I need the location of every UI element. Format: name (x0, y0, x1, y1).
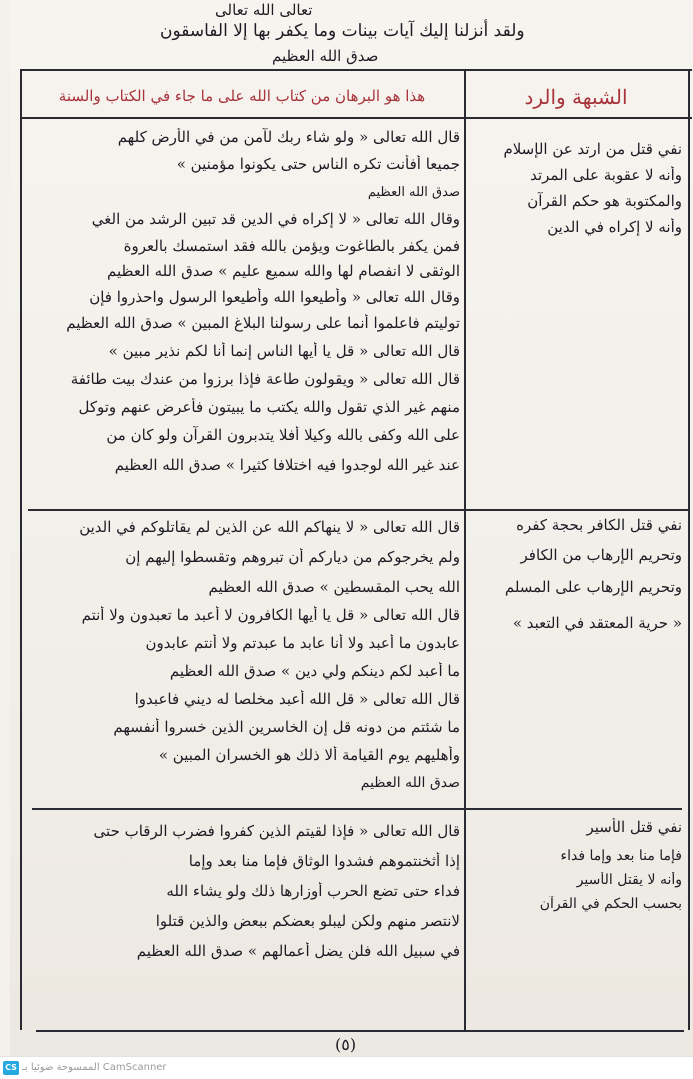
row2-left-line-2: ولم يخرجوكم من دياركم أن تبروهم وتقسطوا إليهم إن (125, 548, 460, 566)
row1-right-line-4: وأنه لا إكراه في الدين (547, 218, 682, 236)
row2-left-line-6: ما أعبد لكم دينكم ولي دين » صدق الله العظيم (169, 662, 460, 680)
row3-right-line-1: نفي قتل الأسير (586, 818, 682, 836)
row1-left-line-4: وقال الله تعالى « لا إكراه في الدين قد تبين الرشد من الغي (91, 210, 460, 228)
row3-left-line-1: قال الله تعالى « فإذا لقيتم الذين كفروا فضرب الرقاب حتى (93, 822, 460, 840)
row2-right-line-4: « حرية المعتقد في التعبد » (512, 614, 682, 632)
row2-left-line-7: قال الله تعالى « قل الله أعبد مخلصا له ديني فاعبدوا (134, 690, 460, 708)
row3-left-line-4: لانتصر منهم ولكن ليبلو بعضكم ببعض والذين قتلوا (155, 912, 460, 930)
row2-right-line-1: نفي قتل الكافر بحجة كفره (516, 516, 682, 534)
row3-right-line-4: بحسب الحكم في القرآن (539, 896, 682, 912)
row1-right-line-3: والمكتوبة هو حكم القرآن (527, 192, 682, 210)
row3-right-line-3: وأنه لا يقتل الأسير (576, 872, 682, 888)
scanned-page (10, 0, 693, 1079)
row2-left-line-8: ما شئتم من دونه قل إن الخاسرين الذين خسروا أنفسهم (113, 718, 460, 736)
table-row-divider-1 (28, 509, 690, 511)
row1-left-line-10: قال الله تعالى « ويقولون طاعة فإذا برزوا من عندك بيت طائفة (70, 370, 460, 388)
row3-left-line-3: فداء حتى تضع الحرب أوزارها ذلك ولو يشاء الله (166, 882, 460, 900)
row2-right-line-2: وتحريم الإرهاب من الكافر (520, 546, 682, 564)
row2-left-line-1: قال الله تعالى « لا ينهاكم الله عن الذين لم يقاتلوكم في الدين (79, 518, 460, 536)
row1-left-line-9: قال الله تعالى « قل يا أيها الناس إنما أنا لكم نذير مبين » (108, 342, 460, 360)
scanner-footer (0, 1056, 693, 1079)
table-top-border (20, 69, 692, 71)
camscanner-logo-icon: CS (3, 1061, 19, 1075)
table-right-border (688, 69, 690, 1030)
row2-left-line-4: قال الله تعالى « قل يا أيها الكافرون لا أعبد ما تعبدون ولا أنتم (81, 606, 460, 624)
row3-left-line-2: إذا أثخنتموهم فشدوا الوثاق فإما منا بعد وإما (188, 852, 460, 870)
row1-left-line-7: وقال الله تعالى « وأطيعوا الله وأطيعوا الرسول واحذروا فإن (89, 288, 460, 306)
row2-right-line-3: وتحريم الإرهاب على المسلم (504, 578, 682, 596)
table-bottom-border (36, 1030, 684, 1032)
row1-left-line-8: توليتم فاعلموا أنما على رسولنا البلاغ المبين » صدق الله العظيم (66, 314, 460, 332)
row1-left-line-13: عند غير الله لوجدوا فيه اختلافا كثيرا » صدق الله العظيم (114, 456, 460, 474)
row1-right-line-2: وأنه لا عقوبة على المرتد (530, 166, 682, 184)
header-line-3: صدق الله العظيم (272, 47, 379, 65)
row1-left-line-5: فمن يكفر بالطاغوت ويؤمن بالله فقد استمسك بالعروة (123, 237, 460, 255)
header-line-2: ولقد أنزلنا إليك آيات بينات وما يكفر بها إلا الفاسقون (160, 21, 525, 41)
row2-left-line-9: وأهليهم يوم القيامة ألا ذلك هو الخسران المبين » (158, 746, 460, 764)
row1-left-line-2: جميعا أفأنت تكره الناس حتى يكونوا مؤمنين » (176, 155, 460, 173)
table-left-border (20, 69, 22, 1030)
header-line-1: تعالى الله تعالى (215, 1, 313, 19)
row1-left-line-11: منهم غير الذي تقول والله يكتب ما يبيتون فأعرض عنهم وتوكل (78, 398, 460, 416)
row1-right-line-1: نفي قتل من ارتد عن الإسلام (503, 140, 682, 158)
table-header-divider (20, 117, 692, 119)
col-header-right: الشبهة والرد (524, 85, 628, 109)
table-row-divider-2 (32, 808, 682, 810)
row1-left-line-3: صدق الله العظيم (367, 185, 460, 200)
row1-left-line-1: قال الله تعالى « ولو شاء ربك لآمن من في الأرض كلهم (117, 128, 460, 146)
table-column-divider (464, 69, 466, 1030)
scanner-watermark-text: CamScanner الممسوحة ضوئيا بـ (22, 1062, 167, 1073)
row1-left-line-6: الوثقى لا انفصام لها والله سميع عليم » صدق الله العظيم (107, 262, 460, 280)
col-header-left: هذا هو البرهان من كتاب الله على ما جاء في الكتاب والسنة (58, 87, 426, 105)
row2-left-line-5: عابدون ما أعبد ولا أنا عابد ما عبدتم ولا أنتم عابدون (145, 634, 460, 652)
row3-left-line-5: في سبيل الله فلن يضل أعمالهم » صدق الله العظيم (136, 942, 460, 960)
row2-left-line-10: صدق الله العظيم (360, 775, 460, 791)
row2-left-line-3: الله يحب المقسطين » صدق الله العظيم (208, 578, 460, 596)
page-number: (٥) (335, 1035, 357, 1054)
row3-right-line-2: فإما منا بعد وإما فداء (560, 848, 682, 864)
row1-left-line-12: على الله وكفى بالله وكيلا أفلا يتدبرون القرآن ولو كان من (106, 426, 460, 444)
